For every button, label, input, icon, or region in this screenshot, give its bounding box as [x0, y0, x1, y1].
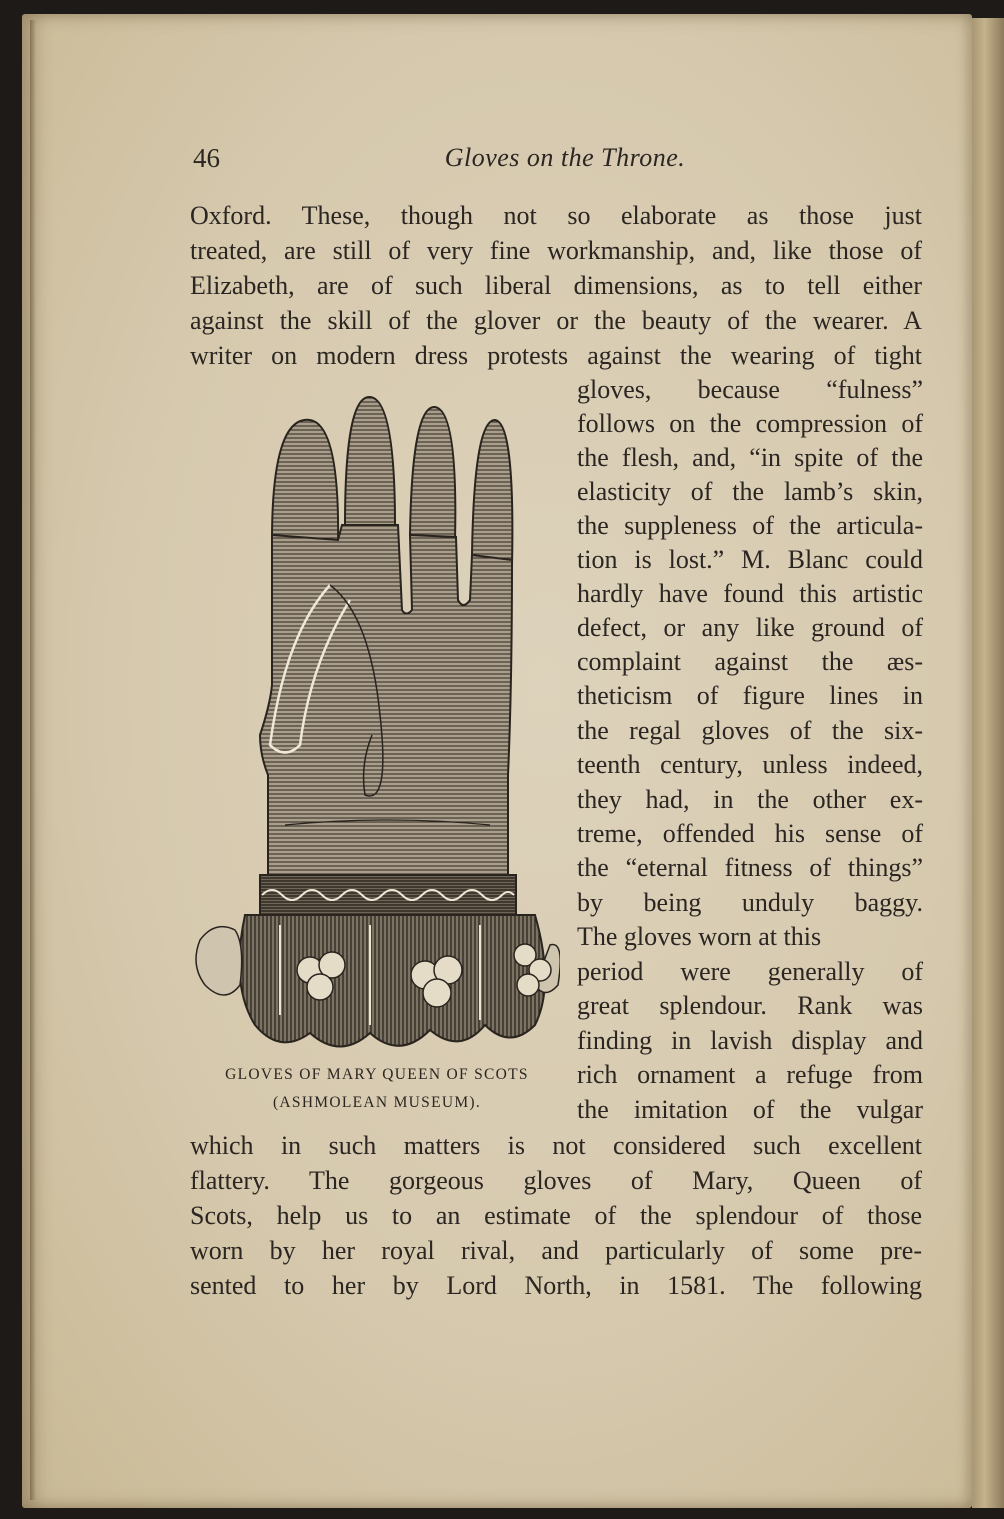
body-line: the “eternal fitness of things” [577, 853, 923, 882]
body-line: against the skill of the glover or the beauty of the wearer. A [190, 306, 922, 335]
body-line: gloves, because “fulness” [577, 375, 923, 404]
body-line: tion is lost.” M. Blanc could [577, 545, 923, 574]
body-line: finding in lavish display and [577, 1026, 923, 1055]
body-line: theticism of figure lines in [577, 681, 923, 710]
body-line: treated, are still of very fine workmanship, and, like those of [190, 236, 922, 265]
body-line: complaint against the æs- [577, 647, 923, 676]
body-line: follows on the compression of [577, 409, 923, 438]
body-line: the regal gloves of the six- [577, 716, 923, 745]
body-line: which in such matters is not considered such excellent [190, 1131, 922, 1160]
figure-caption-source: (ASHMOLEAN MUSEUM). [272, 1094, 482, 1111]
body-line: defect, or any like ground of [577, 613, 923, 642]
page-number: 46 [193, 143, 220, 173]
body-line: hardly have found this artistic [577, 579, 923, 608]
body-line: elasticity of the lamb’s skin, [577, 477, 923, 506]
body-line: they had, in the other ex- [577, 785, 923, 814]
glove-illustration [190, 385, 560, 1065]
body-line: teenth century, unless indeed, [577, 750, 923, 779]
body-line: the suppleness of the articula- [577, 511, 923, 540]
body-line: treme, offended his sense of [577, 819, 923, 848]
body-line: sented to her by Lord North, in 1581. The following [190, 1271, 922, 1300]
adjacent-page-edge [972, 18, 1004, 1508]
figure-caption: GLOVES OF MARY QUEEN OF SCOTS [225, 1066, 529, 1083]
running-head: Gloves on the Throne. [444, 143, 686, 172]
body-line: the imitation of the vulgar [577, 1095, 923, 1124]
page-gutter-shadow [30, 20, 36, 1500]
body-line: Scots, help us to an estimate of the splendour of those [190, 1201, 922, 1230]
body-line: rich ornament a refuge from [577, 1060, 923, 1089]
body-line: the flesh, and, “in spite of the [577, 443, 923, 472]
body-line: Elizabeth, are of such liberal dimensions, as to tell either [190, 271, 922, 300]
body-line: flattery. The gorgeous gloves of Mary, Queen of [190, 1166, 922, 1195]
body-line: Oxford. These, though not so elaborate as those just [190, 201, 922, 230]
body-line: by being unduly baggy. [577, 888, 923, 917]
body-line: writer on modern dress protests against the wearing of tight [190, 341, 922, 370]
body-line: great splendour. Rank was [577, 991, 923, 1020]
body-line: worn by her royal rival, and particularly of some pre- [190, 1236, 922, 1265]
paragraph-start-line: The gloves worn at this [577, 922, 822, 951]
body-line: period were generally of [577, 957, 923, 986]
